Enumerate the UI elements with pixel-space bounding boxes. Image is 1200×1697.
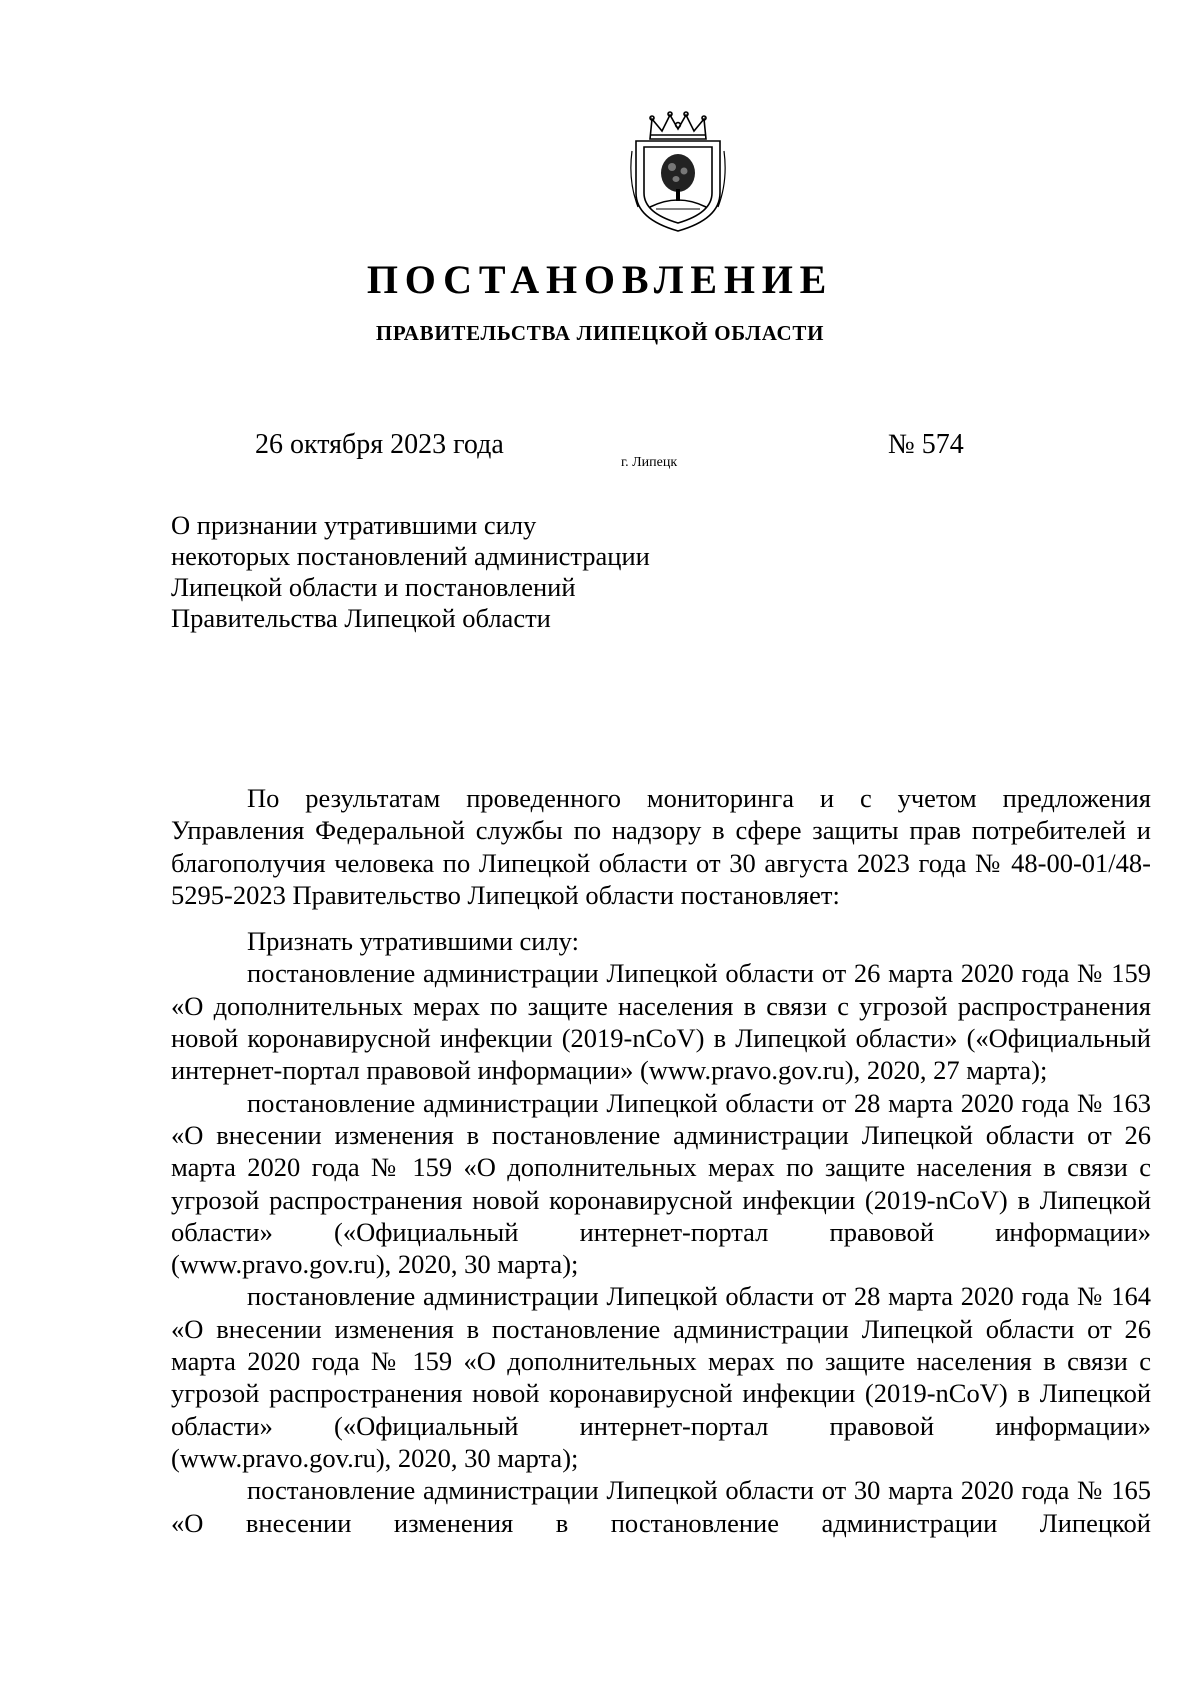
coat-of-arms-icon	[628, 111, 728, 235]
list-item: постановление администрации Липецкой области от 26 марта 2020 года № 159 «О дополнительных мерах по защите населения в связи с угрозой распространения новой коронавирусной инфекции (2019-nCoV) в Липецкой области» («Официальный интернет-портал правовой информации» (www.pravo.gov.ru), 2020, 27 марта);	[171, 958, 1151, 1086]
document-number: № 574	[888, 429, 964, 460]
subject-line: некоторых постановлений администрации	[171, 541, 650, 571]
preamble-paragraph: По результатам проведенного мониторинга и с учетом предложения Управления Федеральной службы по надзору в сфере защиты прав потребителей и благополучия человека по Липецкой области от 30 августа 2023 года № 48-00-01/48-5295-2023 Правительство Липецкой области постановляет:	[171, 783, 1151, 910]
document-body	[171, 782, 1151, 1539]
list-item: постановление администрации Липецкой области от 30 марта 2020 года № 165 «О внесении изменения в постановление администрации Липецкой	[171, 1475, 1151, 1538]
intro-paragraph: Признать утратившими силу:	[247, 926, 579, 957]
subject-line: О признании утратившими силу	[171, 510, 537, 540]
subject-line: Липецкой области и постановлений	[171, 572, 576, 602]
document-subtitle: ПРАВИТЕЛЬСТВА ЛИПЕЦКОЙ ОБЛАСТИ	[375, 321, 825, 345]
list-item: постановление администрации Липецкой области от 28 марта 2020 года № 163 «О внесении изменения в постановление администрации Липецкой области от 26 марта 2020 года № 159 «О дополнительных мерах по защите населения в связи с угрозой распространения новой коронавирусной инфекции (2019-nCoV) в Липецкой области» («Официальный интернет-портал правовой информации» (www.pravo.gov.ru), 2020, 30 марта);	[171, 1087, 1151, 1280]
list-item: постановление администрации Липецкой области от 28 марта 2020 года № 164 «О внесении изменения в постановление администрации Липецкой области от 26 марта 2020 года № 159 «О дополнительных мерах по защите населения в связи с угрозой распространения новой коронавирусной инфекции (2019-nCoV) в Липецкой области» («Официальный интернет-портал правовой информации» (www.pravo.gov.ru), 2020, 30 марта);	[171, 1281, 1151, 1473]
document-title: ПОСТАНОВЛЕНИЕ	[366, 257, 834, 302]
document-subject	[171, 510, 731, 634]
document-city: г. Липецк	[621, 455, 678, 470]
subject-line: Правительства Липецкой области	[171, 603, 551, 633]
document-date: 26 октября 2023 года	[255, 429, 504, 460]
